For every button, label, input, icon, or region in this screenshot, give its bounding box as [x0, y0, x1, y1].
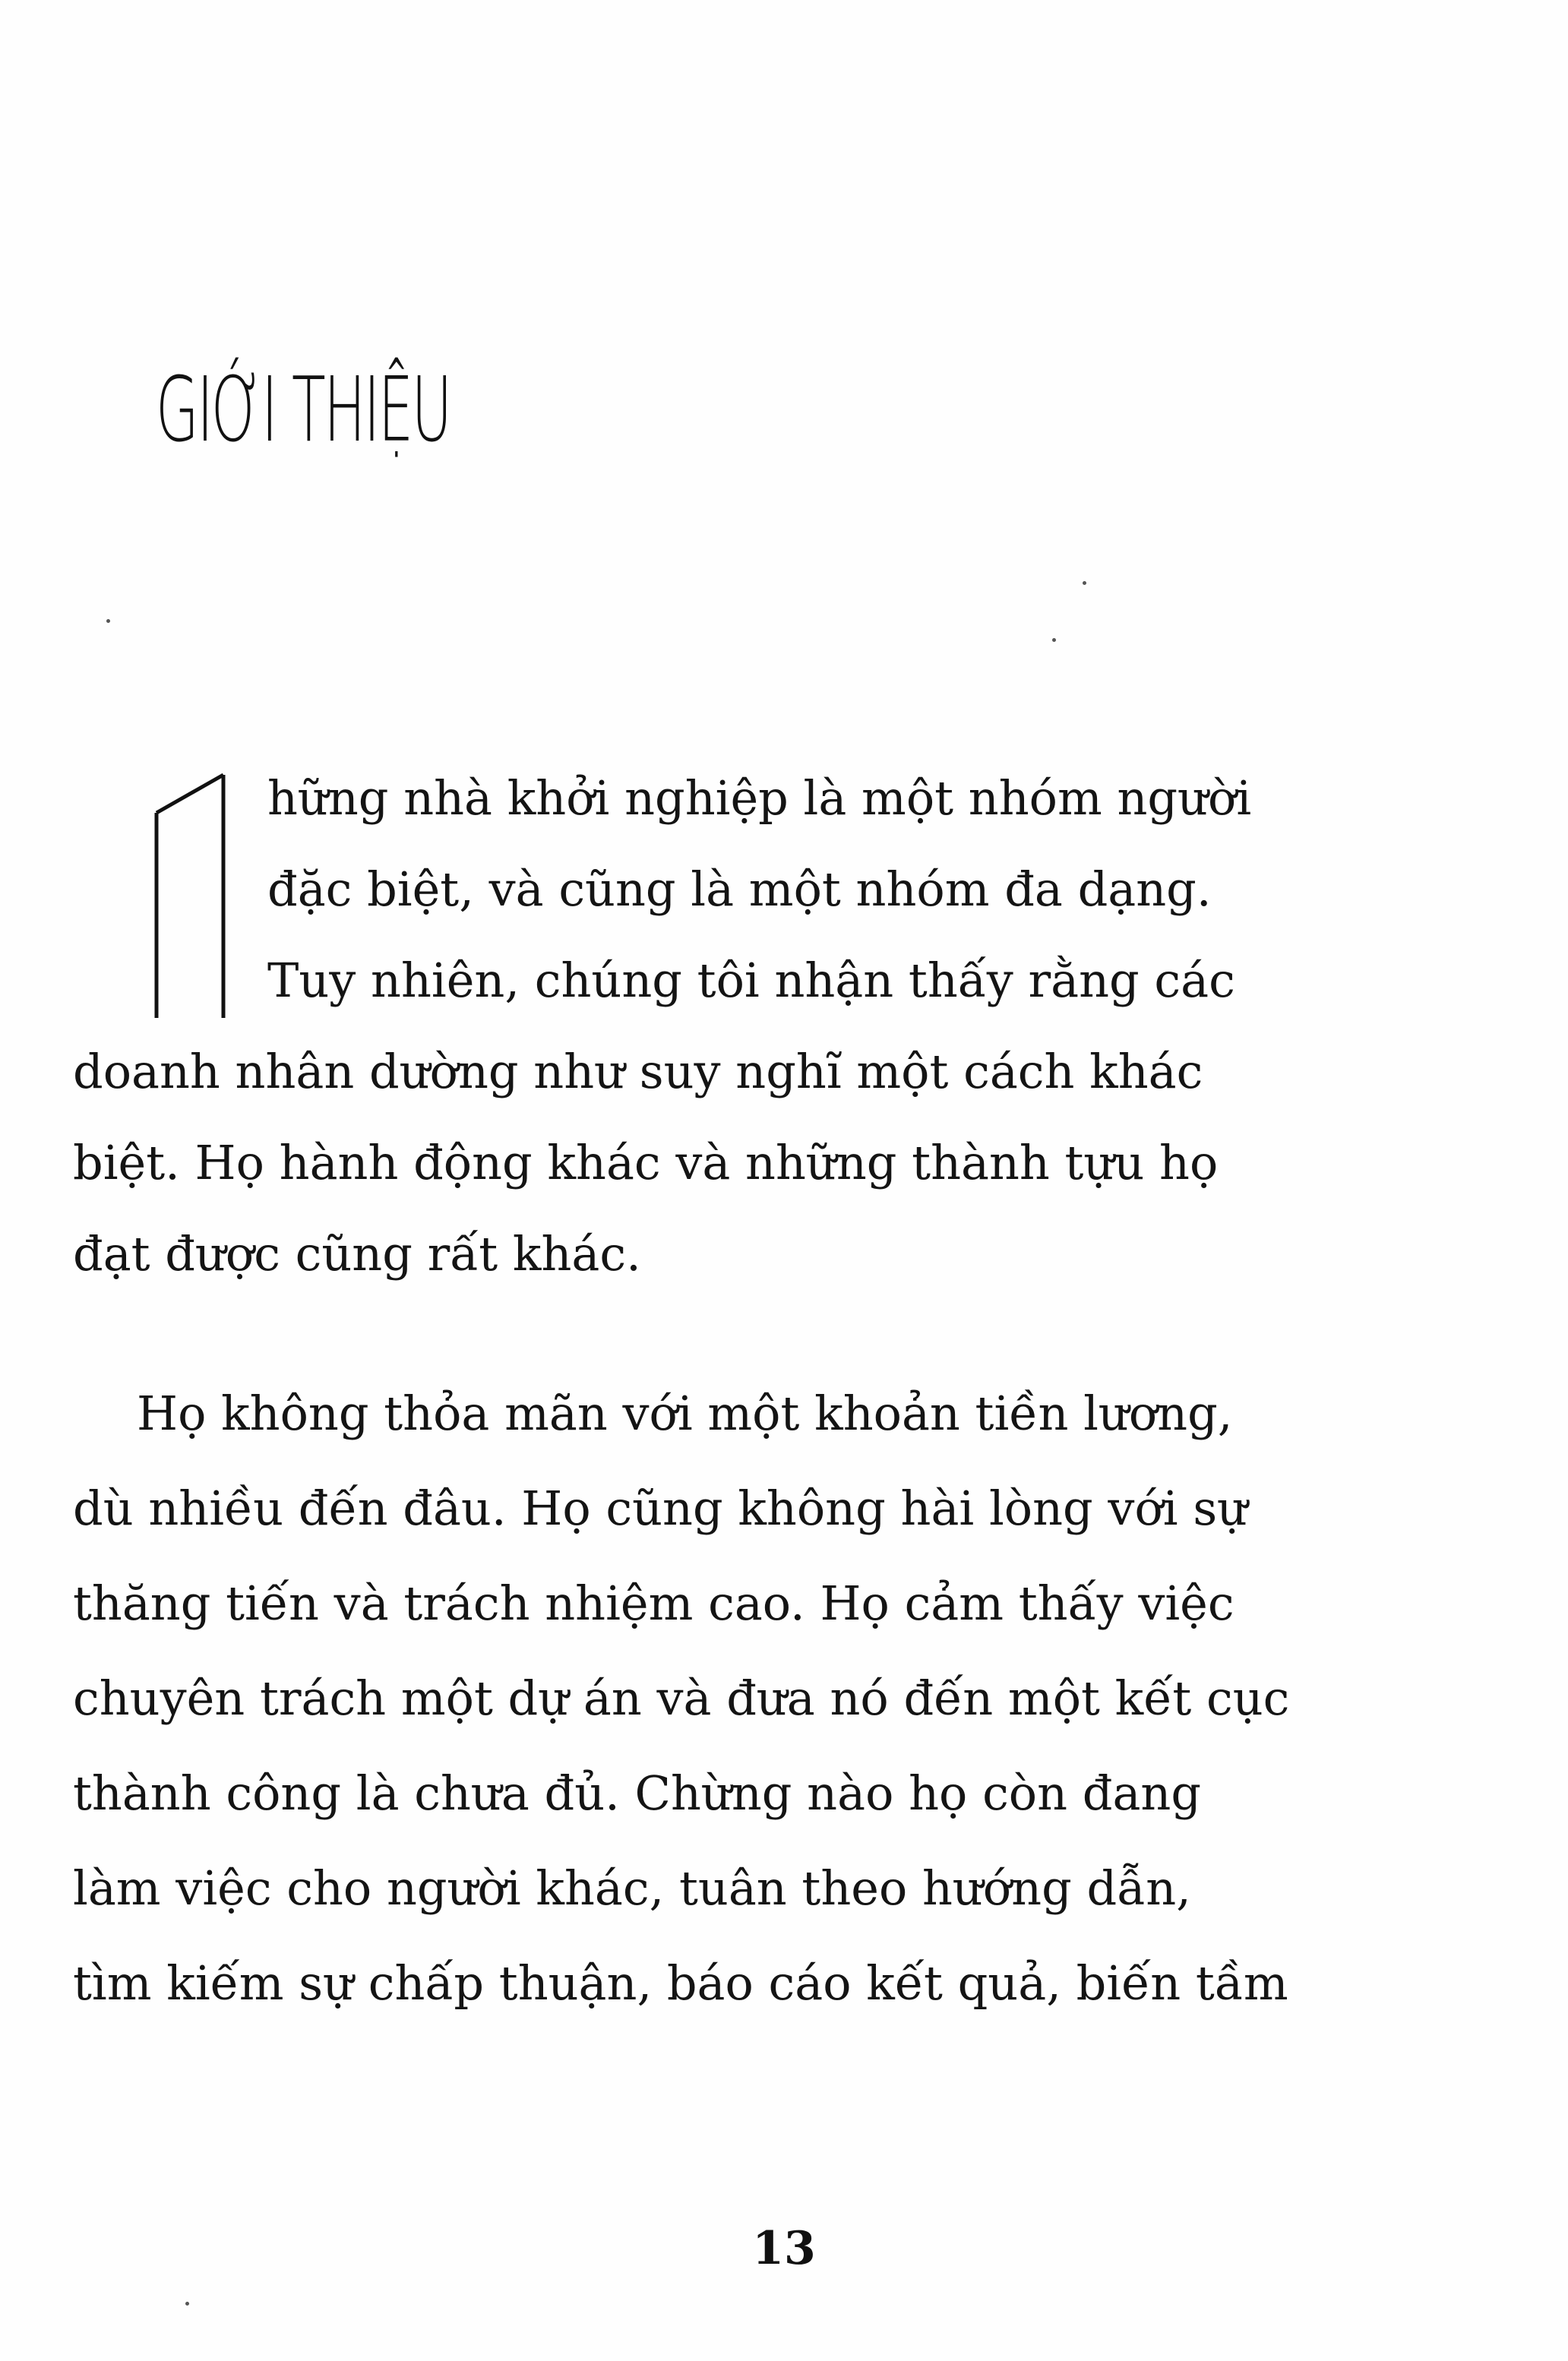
paragraph-2-line-1: Họ không thỏa mãn với một khoản tiền lương, [137, 1386, 1233, 1441]
scan-speck [1083, 581, 1086, 585]
scan-speck [1052, 638, 1056, 642]
paragraph-2-line-6: làm việc cho người khác, tuân theo hướng dẫn, [73, 1860, 1191, 1916]
scan-speck [185, 2302, 189, 2306]
paragraph-1-line-6: đạt được cũng rất khác. [73, 1226, 641, 1282]
chapter-title: GIỚI THIỆU [156, 357, 450, 462]
scan-speck [106, 619, 110, 623]
drop-cap [152, 767, 228, 1018]
drop-cap-glyph [152, 767, 228, 1018]
paragraph-2-line-4: chuyên trách một dự án và đưa nó đến một kết cục [73, 1670, 1290, 1726]
paragraph-2-line-7: tìm kiếm sự chấp thuận, báo cáo kết quả, biến tầm [73, 1955, 1288, 2011]
paragraph-2-line-5: thành công là chưa đủ. Chừng nào họ còn đang [73, 1765, 1202, 1821]
paragraph-2-line-3: thăng tiến và trách nhiệm cao. Họ cảm thấy việc [73, 1576, 1234, 1631]
paragraph-1-line-4: doanh nhân dường như suy nghĩ một cách khác [73, 1044, 1203, 1099]
paragraph-1-line-1: hững nhà khởi nghiệp là một nhóm người [267, 770, 1252, 826]
paragraph-1-line-3: Tuy nhiên, chúng tôi nhận thấy rằng các [267, 953, 1235, 1008]
paragraph-1-line-5: biệt. Họ hành động khác và những thành tựu họ [73, 1135, 1219, 1190]
page-number: 13 [752, 2222, 816, 2275]
paragraph-2-line-2: dù nhiều đến đâu. Họ cũng không hài lòng với sự [73, 1481, 1248, 1536]
paragraph-1-line-2: đặc biệt, và cũng là một nhóm đa dạng. [267, 861, 1212, 917]
